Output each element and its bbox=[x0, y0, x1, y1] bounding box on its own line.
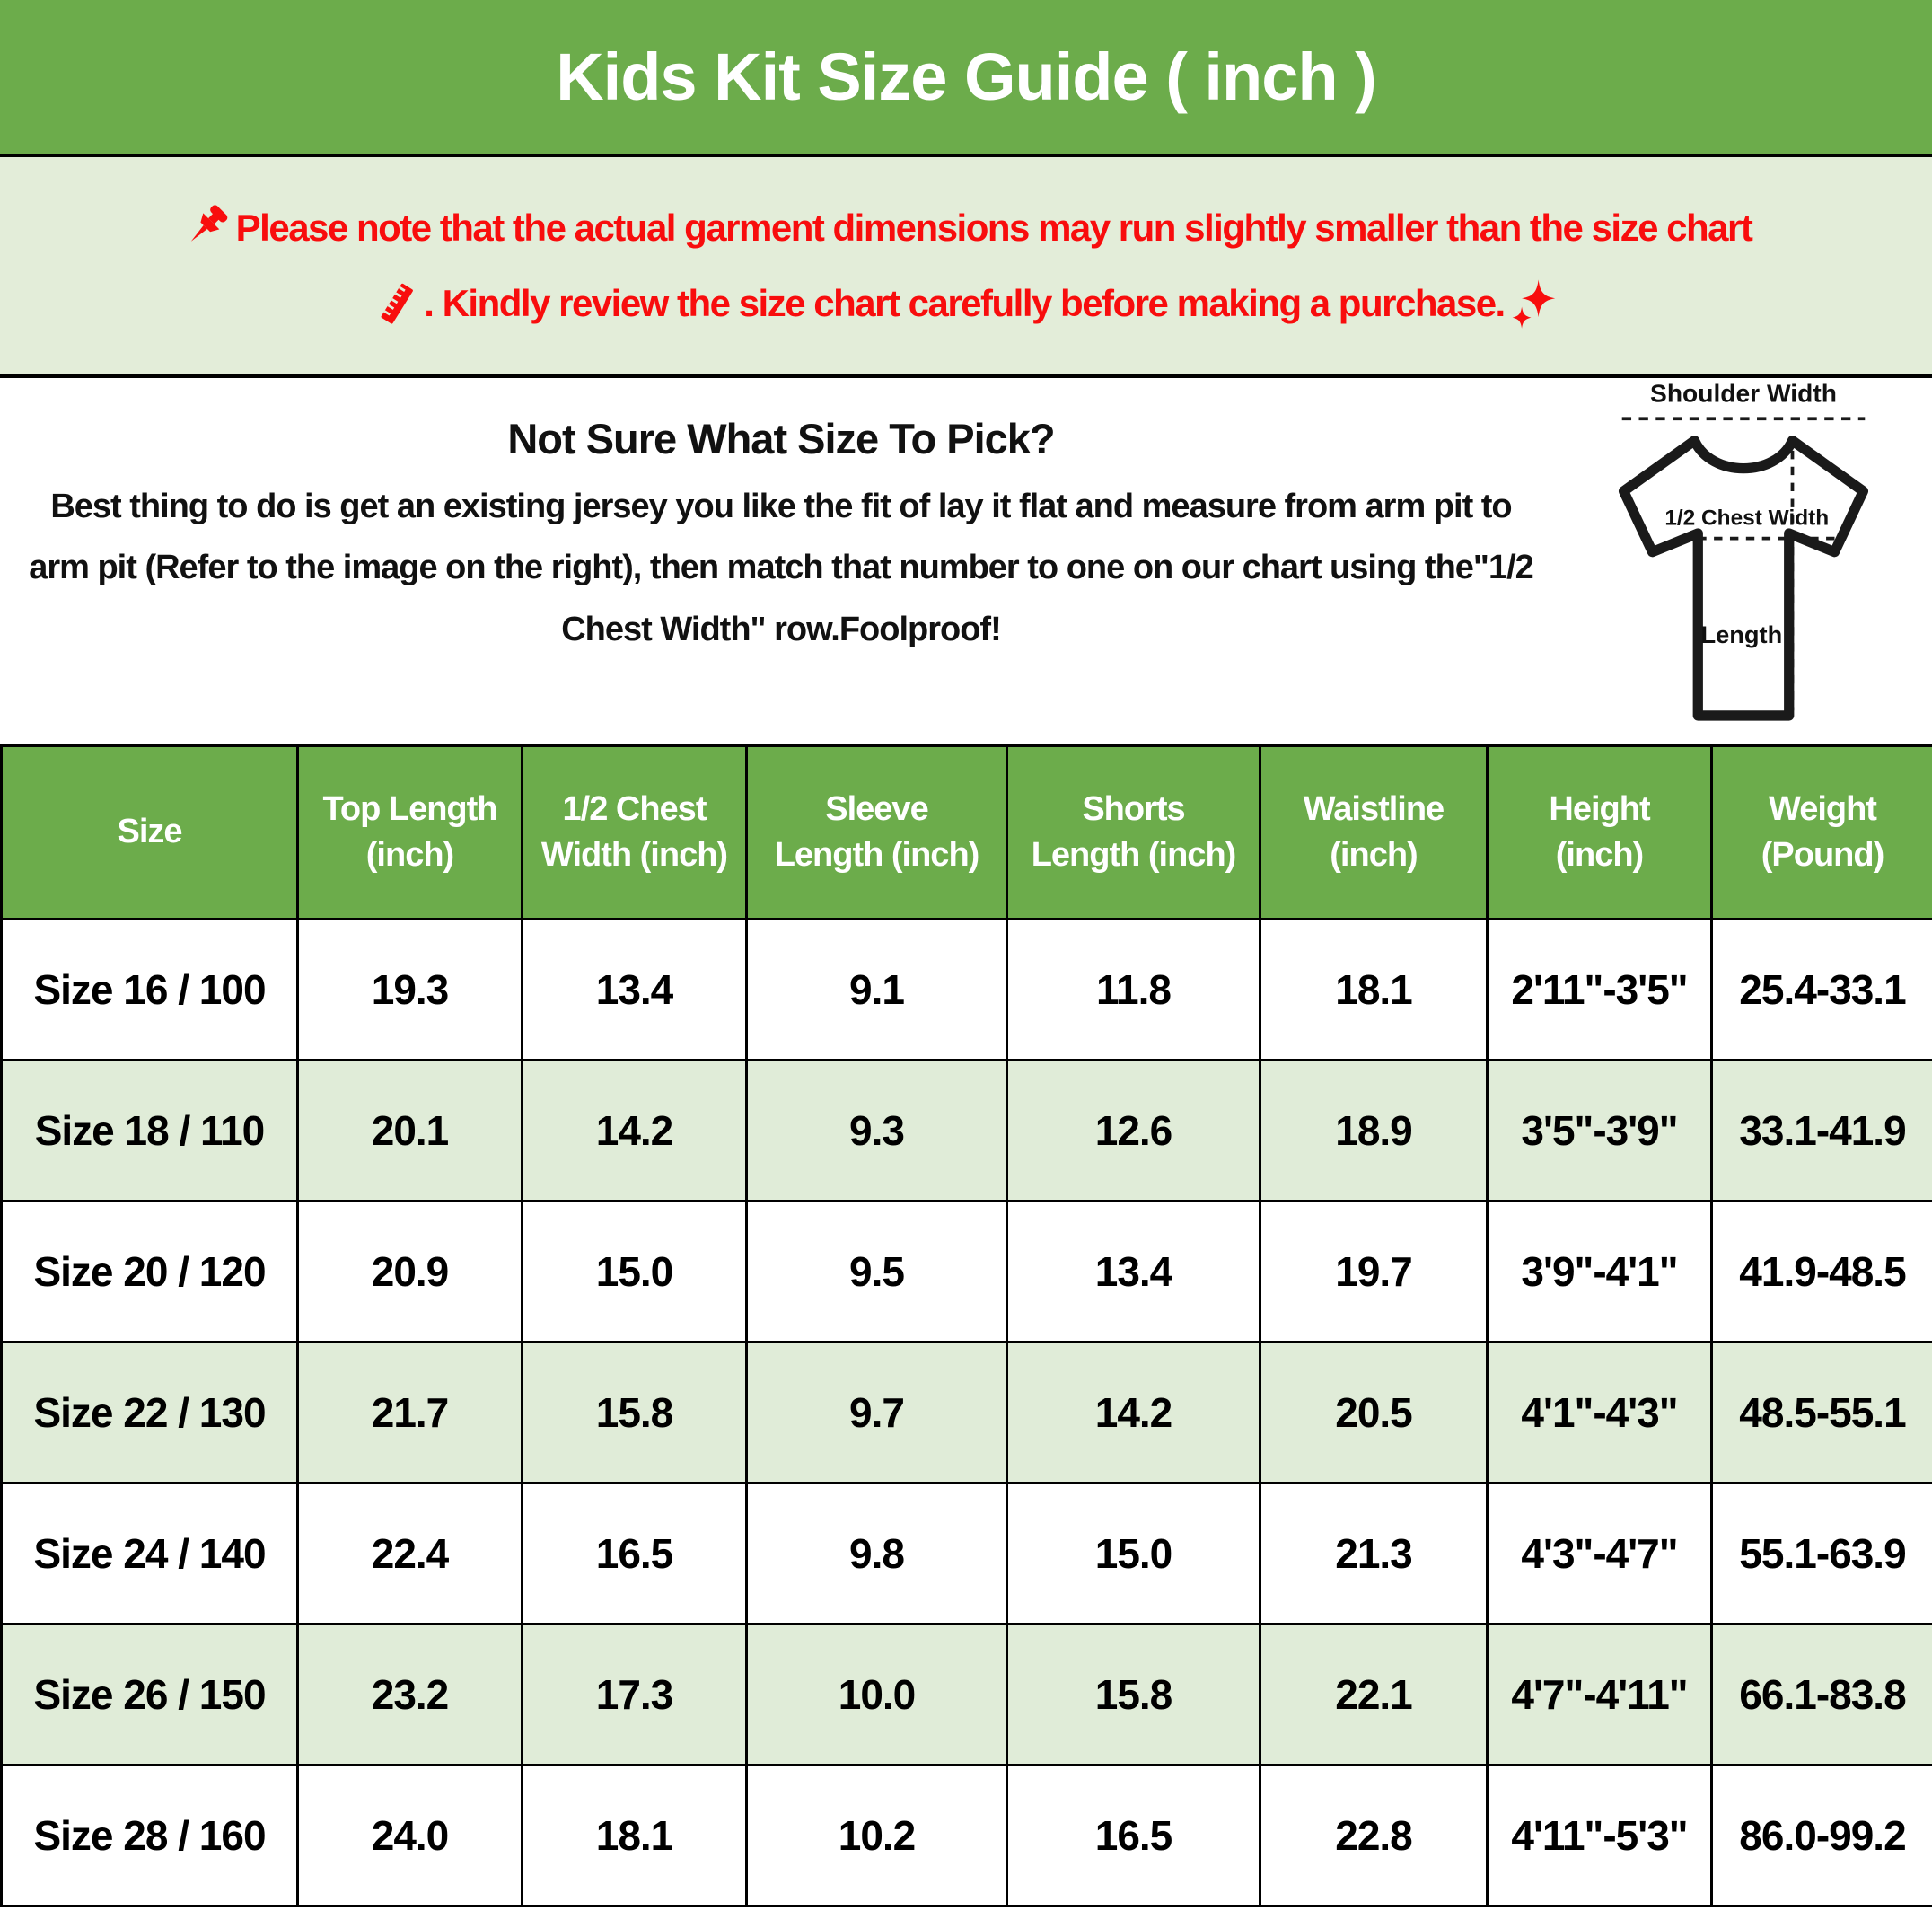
sleeve-length-cell: 9.1 bbox=[747, 920, 1007, 1061]
shorts-length-cell: 16.5 bbox=[1007, 1765, 1260, 1906]
title-bar bbox=[0, 0, 1932, 157]
waistline-cell: 19.7 bbox=[1260, 1202, 1488, 1343]
shorts-length-cell: 12.6 bbox=[1007, 1061, 1260, 1202]
col-header-half-chest-width: 1/2 Chest Width (inch) bbox=[523, 746, 747, 920]
top-length-cell: 19.3 bbox=[298, 920, 523, 1061]
ruler-icon bbox=[372, 278, 422, 329]
waistline-cell: 21.3 bbox=[1260, 1483, 1488, 1624]
col-header-top-length: Top Length (inch) bbox=[298, 746, 523, 920]
height-cell: 3'9"-4'1" bbox=[1488, 1202, 1712, 1343]
shorts-length-cell: 14.2 bbox=[1007, 1343, 1260, 1483]
diagram-label-length: Length bbox=[1700, 621, 1783, 649]
size-cell: Size 22 / 130 bbox=[2, 1343, 298, 1483]
top-length-cell: 23.2 bbox=[298, 1624, 523, 1765]
size-cell: Size 16 / 100 bbox=[2, 920, 298, 1061]
sleeve-length-cell: 10.0 bbox=[747, 1624, 1007, 1765]
weight-cell: 33.1-41.9 bbox=[1712, 1061, 1932, 1202]
col-header-waistline: Waistline (inch) bbox=[1260, 746, 1488, 920]
height-cell: 4'7"-4'11" bbox=[1488, 1624, 1712, 1765]
col-header-sleeve-length: Sleeve Length (inch) bbox=[747, 746, 1007, 920]
height-cell: 4'1"-4'3" bbox=[1488, 1343, 1712, 1483]
weight-cell: 55.1-63.9 bbox=[1712, 1483, 1932, 1624]
top-length-cell: 20.1 bbox=[298, 1061, 523, 1202]
top-length-cell: 22.4 bbox=[298, 1483, 523, 1624]
table-row bbox=[2, 1765, 1932, 1906]
sleeve-length-cell: 9.3 bbox=[747, 1061, 1007, 1202]
shorts-length-cell: 15.8 bbox=[1007, 1624, 1260, 1765]
table-row bbox=[2, 920, 1932, 1061]
half-chest-cell: 14.2 bbox=[523, 1061, 747, 1202]
weight-cell: 25.4-33.1 bbox=[1712, 920, 1932, 1061]
height-cell: 2'11"-3'5" bbox=[1488, 920, 1712, 1061]
tshirt-icon bbox=[1562, 380, 1925, 743]
guide-text-block bbox=[0, 378, 1562, 744]
height-cell: 4'3"-4'7" bbox=[1488, 1483, 1712, 1624]
col-header-size: Size bbox=[2, 746, 298, 920]
measuring-guide-section bbox=[0, 378, 1932, 744]
weight-cell: 41.9-48.5 bbox=[1712, 1202, 1932, 1343]
top-length-cell: 24.0 bbox=[298, 1765, 523, 1906]
size-cell: Size 20 / 120 bbox=[2, 1202, 298, 1343]
half-chest-cell: 13.4 bbox=[523, 920, 747, 1061]
table-row bbox=[2, 1624, 1932, 1765]
col-header-shorts-length: Shorts Length (inch) bbox=[1007, 746, 1260, 920]
table-row bbox=[2, 1343, 1932, 1483]
size-cell: Size 28 / 160 bbox=[2, 1765, 298, 1906]
half-chest-cell: 16.5 bbox=[523, 1483, 747, 1624]
table-row bbox=[2, 1483, 1932, 1624]
guide-body: Best thing to do is get an existing jersey you like the fit of lay it flat and measure from arm pit to arm pit (Refer to the image on the right), then match that number to one on our chart using the"1/2 Chest Width" row.Foolproof! bbox=[29, 488, 1533, 648]
sleeve-length-cell: 10.2 bbox=[747, 1765, 1007, 1906]
col-header-weight: Weight (Pound) bbox=[1712, 746, 1932, 920]
table-header-row bbox=[2, 746, 1932, 920]
sleeve-length-cell: 9.7 bbox=[747, 1343, 1007, 1483]
col-header-height: Height (inch) bbox=[1488, 746, 1712, 920]
diagram-label-half-chest-width: 1/2 Chest Width bbox=[1664, 506, 1830, 531]
size-table bbox=[0, 744, 1932, 1907]
waistline-cell: 22.8 bbox=[1260, 1765, 1488, 1906]
weight-cell: 48.5-55.1 bbox=[1712, 1343, 1932, 1483]
diagram-label-shoulder-width: Shoulder Width bbox=[1650, 380, 1837, 408]
half-chest-cell: 15.8 bbox=[523, 1343, 747, 1483]
half-chest-cell: 18.1 bbox=[523, 1765, 747, 1906]
shorts-length-cell: 15.0 bbox=[1007, 1483, 1260, 1624]
waistline-cell: 20.5 bbox=[1260, 1343, 1488, 1483]
size-cell: Size 18 / 110 bbox=[2, 1061, 298, 1202]
half-chest-cell: 15.0 bbox=[523, 1202, 747, 1343]
notice-text-2: . Kindly review the size chart carefully before making a purchase. bbox=[424, 281, 1505, 324]
table-row bbox=[2, 1061, 1932, 1202]
size-cell: Size 26 / 150 bbox=[2, 1624, 298, 1765]
sleeve-length-cell: 9.8 bbox=[747, 1483, 1007, 1624]
size-cell: Size 24 / 140 bbox=[2, 1483, 298, 1624]
waistline-cell: 22.1 bbox=[1260, 1624, 1488, 1765]
guide-heading: Not Sure What Size To Pick? bbox=[507, 415, 1055, 462]
weight-cell: 66.1-83.8 bbox=[1712, 1624, 1932, 1765]
half-chest-cell: 17.3 bbox=[523, 1624, 747, 1765]
notice-line-1 bbox=[180, 202, 1752, 254]
notice-banner bbox=[0, 157, 1932, 378]
sparkles-icon bbox=[1508, 277, 1560, 330]
tshirt-measure-diagram bbox=[1562, 378, 1932, 744]
notice-line-2 bbox=[372, 277, 1559, 330]
weight-cell: 86.0-99.2 bbox=[1712, 1765, 1932, 1906]
page-title: Kids Kit Size Guide ( inch ) bbox=[556, 40, 1376, 114]
pushpin-icon bbox=[180, 202, 233, 254]
height-cell: 3'5"-3'9" bbox=[1488, 1061, 1712, 1202]
shorts-length-cell: 11.8 bbox=[1007, 920, 1260, 1061]
table-row bbox=[2, 1202, 1932, 1343]
waistline-cell: 18.9 bbox=[1260, 1061, 1488, 1202]
waistline-cell: 18.1 bbox=[1260, 920, 1488, 1061]
height-cell: 4'11"-5'3" bbox=[1488, 1765, 1712, 1906]
sleeve-length-cell: 9.5 bbox=[747, 1202, 1007, 1343]
top-length-cell: 20.9 bbox=[298, 1202, 523, 1343]
shorts-length-cell: 13.4 bbox=[1007, 1202, 1260, 1343]
top-length-cell: 21.7 bbox=[298, 1343, 523, 1483]
notice-text-1: Please note that the actual garment dimensions may run slightly smaller than the size chart bbox=[235, 206, 1752, 249]
